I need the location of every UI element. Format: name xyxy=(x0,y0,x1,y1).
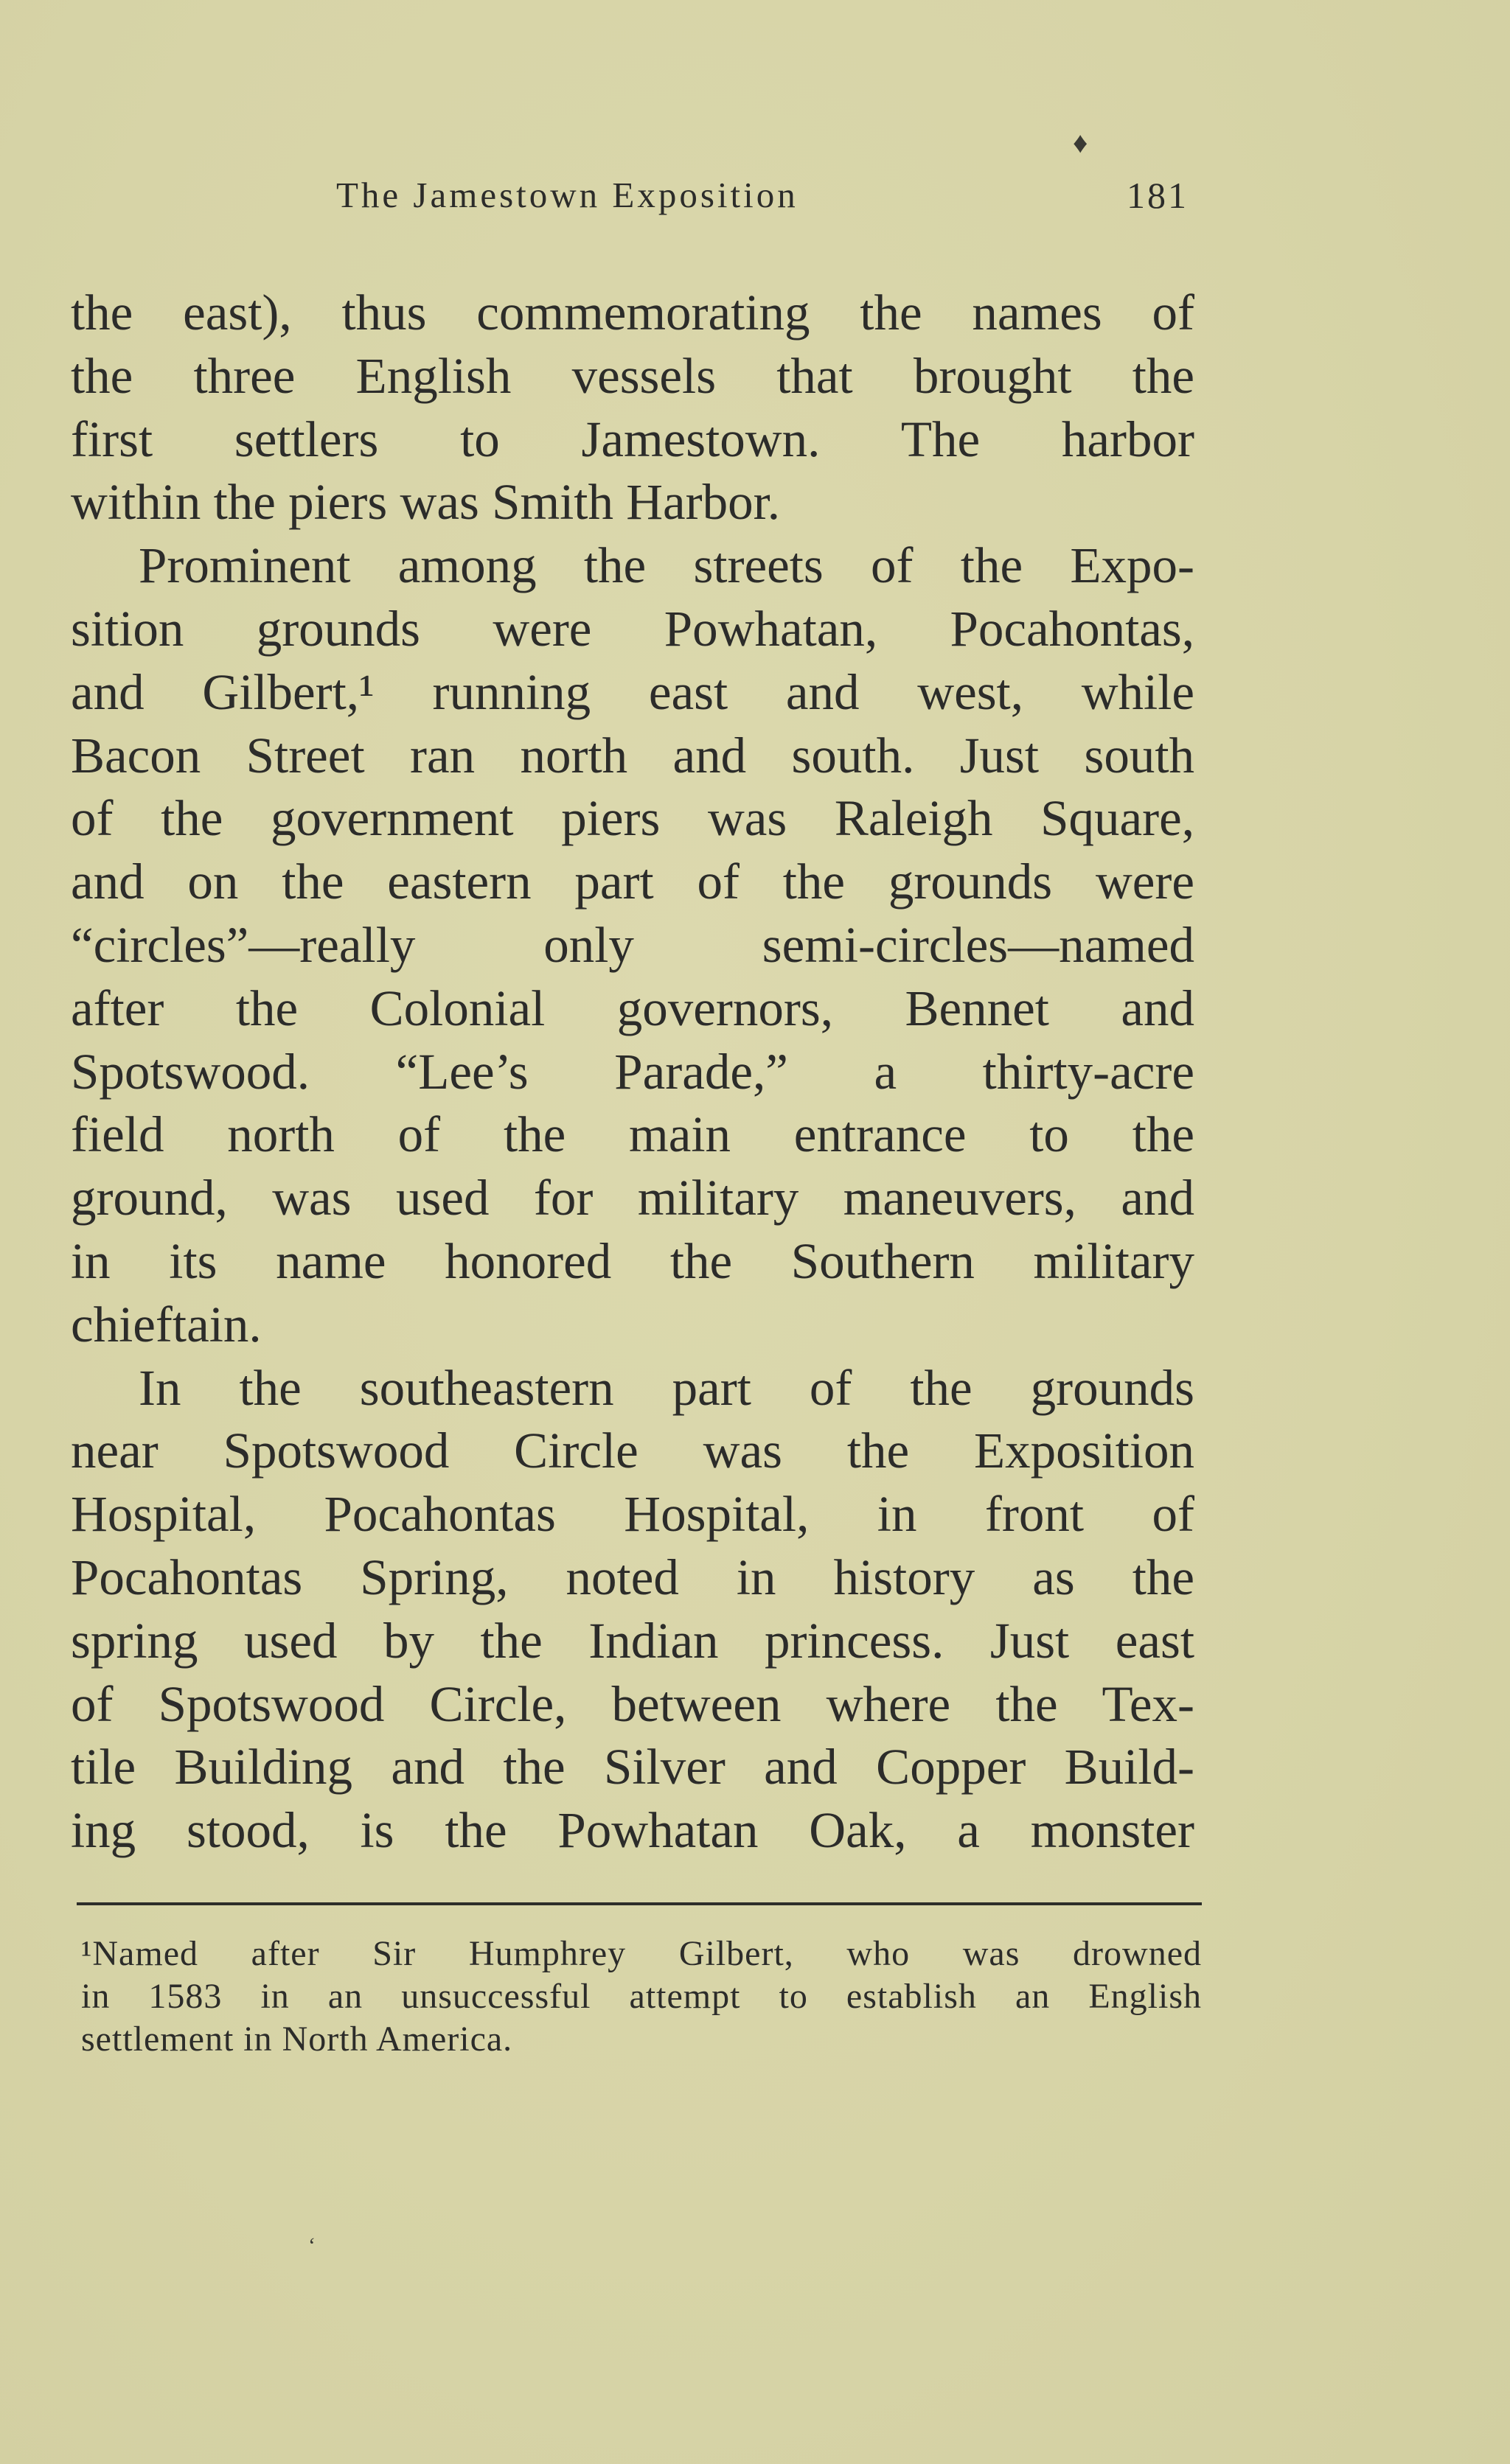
text-line: Bacon Street ran north and south. Just south xyxy=(71,727,1194,783)
text-line: near Spotswood Circle was the Exposition xyxy=(71,1423,1194,1479)
paragraph xyxy=(71,534,1194,1356)
text-line: “circles”—really only semi-circles—named xyxy=(71,916,1194,973)
footnote xyxy=(81,1933,1202,2061)
paragraph xyxy=(71,1357,1194,1863)
text-line: Prominent among the streets of the Expo- xyxy=(139,537,1194,594)
text-line: ing stood, is the Powhatan Oak, a monster xyxy=(71,1802,1194,1859)
text-line: sition grounds were Powhatan, Pocahontas, xyxy=(71,600,1194,657)
text-line: and Gilbert,¹ running east and west, while xyxy=(71,663,1194,720)
text-line: of Spotswood Circle, between where the Tex- xyxy=(71,1675,1194,1732)
text-line: within the piers was Smith Harbor. xyxy=(71,474,781,531)
text-line: Spotswood. “Lee’s Parade,” a thirty-acre xyxy=(71,1043,1194,1100)
footnote-line: ¹Named after Sir Humphrey Gilbert, who was drowned xyxy=(81,1934,1202,1973)
text-line: tile Building and the Silver and Copper Build- xyxy=(71,1739,1194,1795)
text-line: after the Colonial governors, Bennet and xyxy=(71,980,1194,1036)
text-line: the three English vessels that brought the xyxy=(71,347,1194,404)
text-line: Pocahontas Spring, noted in history as the xyxy=(71,1549,1194,1605)
running-title: The Jamestown Exposition xyxy=(336,175,799,215)
body-text xyxy=(71,282,1194,1863)
footnote-divider xyxy=(77,1902,1202,1905)
text-line: and on the eastern part of the grounds were xyxy=(71,854,1194,910)
text-line: field north of the main entrance to the xyxy=(71,1106,1194,1163)
text-line: in its name honored the Southern military xyxy=(71,1232,1194,1289)
text-line: chieftain. xyxy=(71,1296,262,1353)
ink-speck: ‘ xyxy=(308,2233,316,2258)
text-line: of the government piers was Raleigh Square, xyxy=(71,790,1194,847)
text-line: In the southeastern part of the grounds xyxy=(139,1359,1194,1416)
page-number: 181 xyxy=(1127,175,1189,216)
text-line: spring used by the Indian princess. Just east xyxy=(71,1612,1194,1669)
text-line: ground, was used for military maneuvers, and xyxy=(71,1170,1194,1226)
ink-speck: ♦ xyxy=(1073,126,1088,159)
footnote-line: in 1583 in an unsuccessful attempt to establish an English xyxy=(81,1977,1202,2016)
text-line: the east), thus commemorating the names of xyxy=(71,285,1194,341)
footnote-line: settlement in North America. xyxy=(81,2020,513,2059)
text-line: Hospital, Pocahontas Hospital, in front of xyxy=(71,1486,1194,1543)
running-header xyxy=(71,174,1189,226)
paragraph xyxy=(71,282,1194,534)
text-line: first settlers to Jamestown. The harbor xyxy=(71,411,1194,467)
